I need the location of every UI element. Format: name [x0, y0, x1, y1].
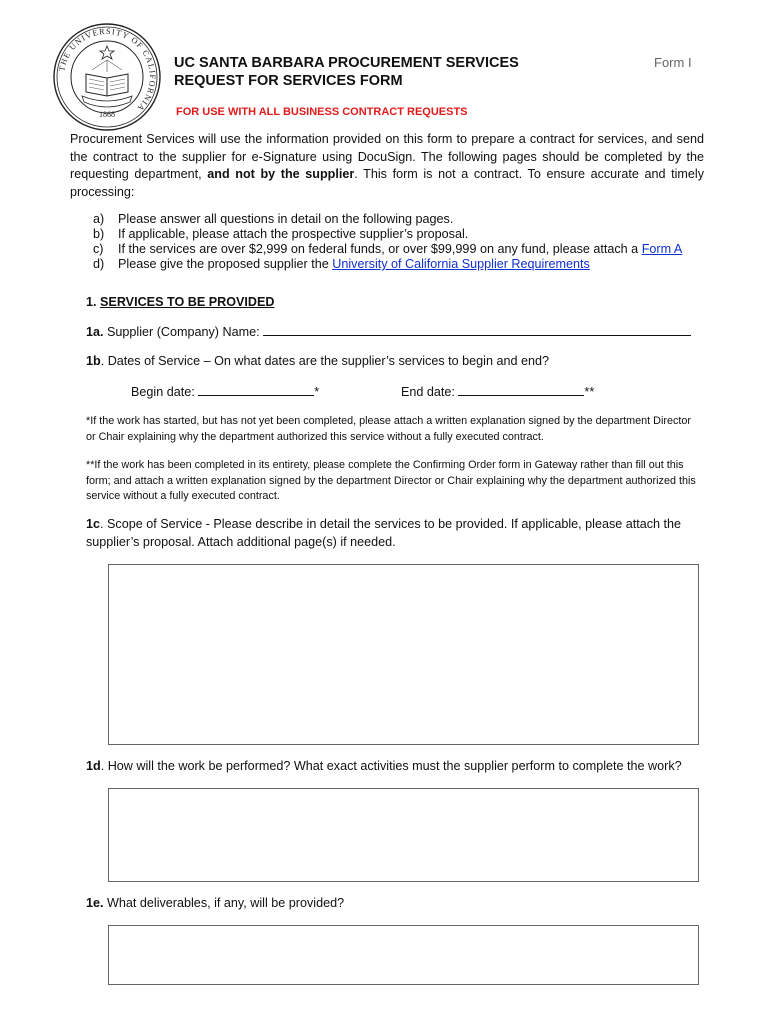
question-1e: 1e. What deliverables, if any, will be provided?: [86, 896, 345, 910]
svg-text:THE UNIVERSITY OF CALIFORNIA: THE UNIVERSITY OF CALIFORNIA: [57, 26, 158, 114]
seal-year: 1868: [99, 110, 115, 119]
begin-date-row: Begin date: *: [131, 385, 320, 399]
begin-date-field[interactable]: [198, 383, 314, 396]
form-subtitle: FOR USE WITH ALL BUSINESS CONTRACT REQUESTS: [176, 106, 468, 118]
list-item: d) Please give the proposed supplier the University of California Supplier Requirements: [93, 257, 590, 271]
title-line-2: REQUEST FOR SERVICES FORM: [174, 73, 403, 89]
intro-text-1: Procurement Services will use the information provided on this form to prepare a contract for services, and send the contract to the supplier for e-Signature using DocuSign. The following pages should be completed by the requesting department,: [70, 132, 704, 181]
supplier-name-field[interactable]: [263, 323, 691, 336]
note-work-completed: **If the work has been completed in its entirety, please complete the Confirming Order form in Gateway rather than fill out this form; and attach a written explanation signed by the department Director or Chair explaining why the department authorized this service without a fully executed contract.: [86, 459, 696, 502]
note-work-started: *If the work has started, but has not yet been completed, please attach a written explanation signed by the department Director or Chair explaining why the department authorized this service without a fully executed contract.: [86, 415, 691, 443]
section-1-heading: 1. SERVICES TO BE PROVIDED: [86, 295, 275, 309]
question-1a: 1a. Supplier (Company) Name:: [86, 323, 691, 342]
title-line-1: UC SANTA BARBARA PROCUREMENT SERVICES: [174, 55, 519, 71]
end-date-label: End date:: [401, 385, 459, 399]
list-item: b) If applicable, please attach the prospective supplier’s proposal.: [93, 227, 469, 241]
question-1c: 1c. Scope of Service - Please describe in detail the services to be provided. If applicable, please attach the supplier’s proposal. Attach additional page(s) if needed.: [86, 517, 682, 549]
form-id-label: Form I: [654, 55, 692, 70]
end-date-row: End date: **: [401, 385, 595, 399]
work-performed-textbox[interactable]: [108, 788, 699, 882]
scope-of-service-textbox[interactable]: [108, 564, 699, 745]
question-1d: 1d. How will the work be performed? What exact activities must the supplier perform to complete the work?: [86, 759, 682, 773]
list-item: c) If the services are over $2,999 on federal funds, or over $99,999 on any fund, please attach a Form A: [93, 242, 683, 256]
university-seal-logo: [52, 22, 162, 132]
intro-text-2: . This form is not a contract. To ensure accurate and timely processing:: [70, 167, 704, 199]
begin-date-label: Begin date:: [131, 385, 199, 399]
intro-paragraph: [70, 131, 704, 201]
deliverables-textbox[interactable]: [108, 925, 699, 985]
end-date-field[interactable]: [458, 383, 584, 396]
form-a-link[interactable]: Form A: [641, 242, 683, 256]
question-1b: 1b. Dates of Service – On what dates are the supplier’s services to begin and end?: [86, 354, 549, 368]
supplier-requirements-link[interactable]: University of California Supplier Requirements: [332, 257, 590, 271]
intro-bold-text: and not by the supplier: [207, 167, 355, 181]
page-title: [174, 54, 594, 90]
list-item: a) Please answer all questions in detail on the following pages.: [93, 212, 454, 226]
instruction-list: [93, 212, 682, 272]
